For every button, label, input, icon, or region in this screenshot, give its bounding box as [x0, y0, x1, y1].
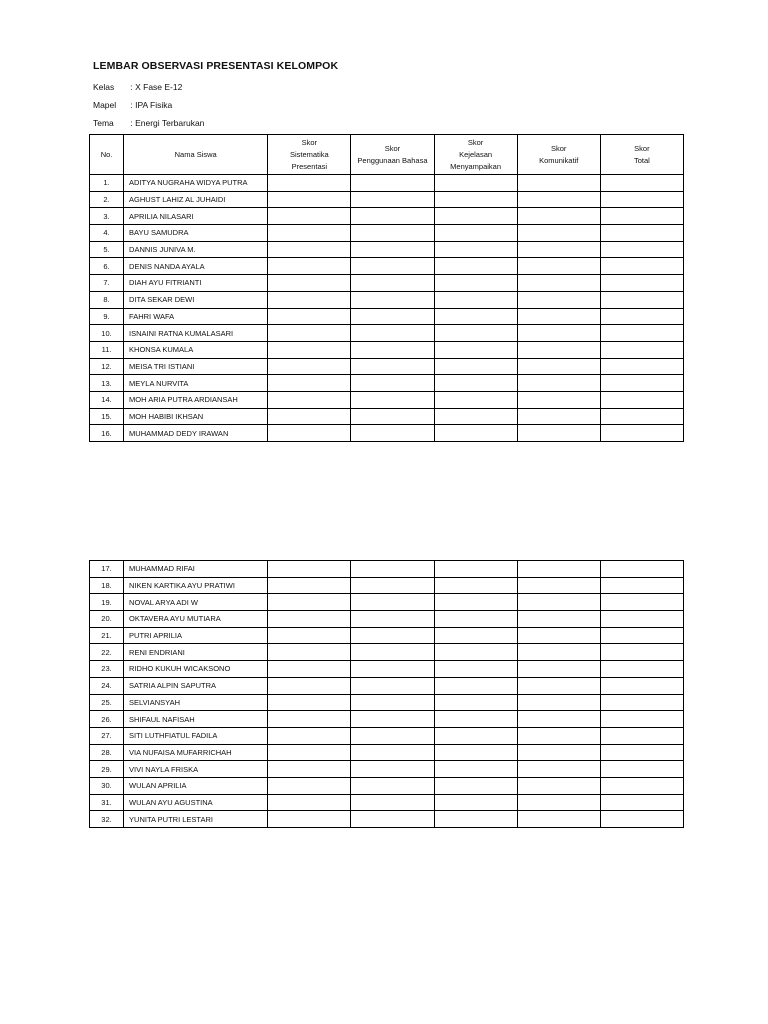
meta-label: Kelas [93, 82, 115, 92]
student-name: MOH HABIBI IKHSAN [124, 408, 268, 425]
student-number: 25. [90, 694, 124, 711]
score-cell[interactable] [600, 258, 683, 275]
score-cell[interactable] [351, 191, 434, 208]
meta-row-mapel [93, 100, 172, 110]
score-cell[interactable] [268, 191, 351, 208]
score-cell[interactable] [351, 325, 434, 342]
score-cell[interactable] [351, 677, 434, 694]
student-number: 19. [90, 594, 124, 611]
score-cell[interactable] [268, 744, 351, 761]
score-cell[interactable] [351, 794, 434, 811]
score-cell[interactable] [268, 308, 351, 325]
score-cell[interactable] [351, 258, 434, 275]
student-name: MOH ARIA PUTRA ARDIANSAH [124, 391, 268, 408]
student-number: 2. [90, 191, 124, 208]
student-number: 17. [90, 561, 124, 578]
score-cell[interactable] [434, 325, 517, 342]
student-number: 27. [90, 727, 124, 744]
score-cell[interactable] [600, 291, 683, 308]
score-cell[interactable] [434, 727, 517, 744]
student-number: 11. [90, 341, 124, 358]
student-number: 9. [90, 308, 124, 325]
score-cell[interactable] [600, 358, 683, 375]
score-cell[interactable] [351, 761, 434, 778]
score-cell[interactable] [434, 694, 517, 711]
score-cell[interactable] [268, 275, 351, 292]
table-row [90, 694, 684, 711]
student-number: 29. [90, 761, 124, 778]
meta-row-tema [93, 118, 204, 128]
table-row [90, 275, 684, 292]
score-cell[interactable] [517, 208, 600, 225]
header-no: No. [90, 135, 124, 175]
student-number: 24. [90, 677, 124, 694]
score-cell[interactable] [351, 811, 434, 828]
student-number: 5. [90, 241, 124, 258]
score-cell[interactable] [268, 175, 351, 192]
score-cell[interactable] [600, 627, 683, 644]
student-number: 6. [90, 258, 124, 275]
student-name: PUTRI APRILIA [124, 627, 268, 644]
observation-table-part-2 [89, 560, 684, 828]
score-cell[interactable] [600, 241, 683, 258]
score-cell[interactable] [600, 727, 683, 744]
score-cell[interactable] [268, 425, 351, 442]
table-row [90, 391, 684, 408]
student-number: 30. [90, 777, 124, 794]
score-cell[interactable] [434, 241, 517, 258]
table-row [90, 594, 684, 611]
score-cell[interactable] [434, 191, 517, 208]
table-row [90, 308, 684, 325]
student-name: FAHRI WAFA [124, 308, 268, 325]
student-number: 23. [90, 661, 124, 678]
student-name: APRILIA NILASARI [124, 208, 268, 225]
score-cell[interactable] [517, 777, 600, 794]
score-cell[interactable] [351, 627, 434, 644]
student-name: RENI ENDRIANI [124, 644, 268, 661]
student-name: MUHAMMAD RIFAI [124, 561, 268, 578]
score-cell[interactable] [351, 208, 434, 225]
score-cell[interactable] [268, 627, 351, 644]
student-name: SELVIANSYAH [124, 694, 268, 711]
score-cell[interactable] [268, 694, 351, 711]
score-cell[interactable] [351, 275, 434, 292]
score-cell[interactable] [268, 375, 351, 392]
student-name: DANNIS JUNIVA M. [124, 241, 268, 258]
table-row [90, 408, 684, 425]
score-cell[interactable] [517, 191, 600, 208]
table-header-row [90, 135, 684, 175]
score-cell[interactable] [600, 761, 683, 778]
score-cell[interactable] [351, 661, 434, 678]
score-cell[interactable] [351, 341, 434, 358]
table-row [90, 358, 684, 375]
score-cell[interactable] [351, 358, 434, 375]
score-cell[interactable] [434, 291, 517, 308]
score-cell[interactable] [268, 241, 351, 258]
score-cell[interactable] [434, 744, 517, 761]
student-number: 31. [90, 794, 124, 811]
score-cell[interactable] [434, 661, 517, 678]
student-number: 16. [90, 425, 124, 442]
table-row [90, 811, 684, 828]
score-cell[interactable] [517, 258, 600, 275]
student-number: 1. [90, 175, 124, 192]
header-score-bahasa: Skor Penggunaan Bahasa [351, 135, 434, 175]
score-cell[interactable] [351, 711, 434, 728]
student-name: RIDHO KUKUH WICAKSONO [124, 661, 268, 678]
score-cell[interactable] [600, 794, 683, 811]
score-cell[interactable] [434, 711, 517, 728]
score-cell[interactable] [268, 325, 351, 342]
score-cell[interactable] [600, 308, 683, 325]
table-row [90, 611, 684, 628]
table-row [90, 711, 684, 728]
meta-value: : X Fase E-12 [130, 82, 183, 92]
observation-table-part-1 [89, 134, 684, 442]
score-cell[interactable] [600, 208, 683, 225]
score-cell[interactable] [600, 191, 683, 208]
score-cell[interactable] [434, 258, 517, 275]
score-cell[interactable] [600, 711, 683, 728]
score-cell[interactable] [600, 375, 683, 392]
score-cell[interactable] [600, 811, 683, 828]
score-cell[interactable] [517, 425, 600, 442]
score-cell[interactable] [517, 727, 600, 744]
score-cell[interactable] [517, 408, 600, 425]
score-cell[interactable] [434, 175, 517, 192]
score-cell[interactable] [434, 308, 517, 325]
score-cell[interactable] [351, 408, 434, 425]
score-cell[interactable] [434, 425, 517, 442]
score-cell[interactable] [268, 208, 351, 225]
score-cell[interactable] [268, 258, 351, 275]
score-cell[interactable] [268, 761, 351, 778]
student-number: 4. [90, 225, 124, 242]
header-name: Nama Siswa [124, 135, 268, 175]
score-cell[interactable] [351, 594, 434, 611]
score-cell[interactable] [600, 341, 683, 358]
student-name: DITA SEKAR DEWI [124, 291, 268, 308]
score-cell[interactable] [268, 777, 351, 794]
student-name: SHIFAUL NAFISAH [124, 711, 268, 728]
student-number: 15. [90, 408, 124, 425]
score-cell[interactable] [268, 291, 351, 308]
score-cell[interactable] [268, 561, 351, 578]
score-cell[interactable] [268, 644, 351, 661]
score-cell[interactable] [517, 241, 600, 258]
score-cell[interactable] [268, 358, 351, 375]
student-name: NOVAL ARYA ADI W [124, 594, 268, 611]
student-name: VIA NUFAISA MUFARRICHAH [124, 744, 268, 761]
table-row [90, 577, 684, 594]
student-number: 28. [90, 744, 124, 761]
table-row [90, 727, 684, 744]
student-name: BAYU SAMUDRA [124, 225, 268, 242]
score-cell[interactable] [268, 594, 351, 611]
score-cell[interactable] [351, 777, 434, 794]
table-row [90, 777, 684, 794]
student-number: 14. [90, 391, 124, 408]
score-cell[interactable] [517, 561, 600, 578]
score-cell[interactable] [434, 644, 517, 661]
table-row [90, 375, 684, 392]
score-cell[interactable] [517, 577, 600, 594]
table-row [90, 644, 684, 661]
student-number: 13. [90, 375, 124, 392]
score-cell[interactable] [600, 677, 683, 694]
table-row [90, 291, 684, 308]
score-cell[interactable] [434, 627, 517, 644]
header-score-total: Skor Total [600, 135, 683, 175]
score-cell[interactable] [268, 225, 351, 242]
score-cell[interactable] [268, 794, 351, 811]
student-number: 22. [90, 644, 124, 661]
student-number: 10. [90, 325, 124, 342]
meta-value: : Energi Terbarukan [130, 118, 205, 128]
table-row [90, 341, 684, 358]
score-cell[interactable] [351, 225, 434, 242]
score-cell[interactable] [434, 391, 517, 408]
score-cell[interactable] [434, 777, 517, 794]
meta-label: Tema [93, 118, 114, 128]
student-number: 12. [90, 358, 124, 375]
score-cell[interactable] [351, 561, 434, 578]
score-cell[interactable] [351, 727, 434, 744]
score-cell[interactable] [351, 308, 434, 325]
score-cell[interactable] [517, 291, 600, 308]
score-cell[interactable] [600, 644, 683, 661]
score-cell[interactable] [517, 644, 600, 661]
score-cell[interactable] [351, 744, 434, 761]
student-name: DENIS NANDA AYALA [124, 258, 268, 275]
score-cell[interactable] [517, 661, 600, 678]
score-cell[interactable] [600, 325, 683, 342]
score-cell[interactable] [517, 594, 600, 611]
student-number: 32. [90, 811, 124, 828]
score-cell[interactable] [600, 408, 683, 425]
student-number: 18. [90, 577, 124, 594]
table-row [90, 191, 684, 208]
student-name: SITI LUTHFIATUL FADILA [124, 727, 268, 744]
student-name: WULAN AYU AGUSTINA [124, 794, 268, 811]
meta-value: : IPA Fisika [130, 100, 173, 110]
score-cell[interactable] [600, 744, 683, 761]
score-cell[interactable] [517, 627, 600, 644]
score-cell[interactable] [351, 391, 434, 408]
table-row [90, 661, 684, 678]
table-row [90, 425, 684, 442]
table-row [90, 208, 684, 225]
score-cell[interactable] [517, 694, 600, 711]
student-name: MEYLA NURVITA [124, 375, 268, 392]
table-row [90, 175, 684, 192]
meta-row-kelas [93, 82, 182, 92]
student-name: WULAN APRILIA [124, 777, 268, 794]
score-cell[interactable] [434, 811, 517, 828]
student-number: 3. [90, 208, 124, 225]
score-cell[interactable] [268, 661, 351, 678]
score-cell[interactable] [268, 577, 351, 594]
student-name: YUNITA PUTRI LESTARI [124, 811, 268, 828]
student-name: ISNAINI RATNA KUMALASARI [124, 325, 268, 342]
score-cell[interactable] [600, 594, 683, 611]
score-cell[interactable] [600, 611, 683, 628]
student-name: AGHUST LAHIZ AL JUHAIDI [124, 191, 268, 208]
table-row [90, 561, 684, 578]
score-cell[interactable] [434, 408, 517, 425]
student-name: DIAH AYU FITRIANTI [124, 275, 268, 292]
score-cell[interactable] [600, 661, 683, 678]
score-cell[interactable] [434, 561, 517, 578]
score-cell[interactable] [268, 408, 351, 425]
student-number: 8. [90, 291, 124, 308]
table-row [90, 258, 684, 275]
score-cell[interactable] [600, 777, 683, 794]
score-cell[interactable] [434, 225, 517, 242]
score-cell[interactable] [517, 175, 600, 192]
score-cell[interactable] [434, 577, 517, 594]
student-name: MEISA TRI ISTIANI [124, 358, 268, 375]
student-name: MUHAMMAD DEDY IRAWAN [124, 425, 268, 442]
score-cell[interactable] [351, 425, 434, 442]
student-name: ADITYA NUGRAHA WIDYA PUTRA [124, 175, 268, 192]
score-cell[interactable] [268, 677, 351, 694]
score-cell[interactable] [351, 644, 434, 661]
score-cell[interactable] [600, 425, 683, 442]
student-number: 21. [90, 627, 124, 644]
score-cell[interactable] [268, 391, 351, 408]
score-cell[interactable] [517, 794, 600, 811]
table-row [90, 325, 684, 342]
student-name: KHONSA KUMALA [124, 341, 268, 358]
score-cell[interactable] [517, 275, 600, 292]
student-name: OKTAVERA AYU MUTIARA [124, 611, 268, 628]
score-cell[interactable] [268, 341, 351, 358]
score-cell[interactable] [434, 358, 517, 375]
score-cell[interactable] [434, 794, 517, 811]
score-cell[interactable] [517, 358, 600, 375]
score-cell[interactable] [351, 611, 434, 628]
meta-label: Mapel [93, 100, 117, 110]
score-cell[interactable] [600, 275, 683, 292]
score-cell[interactable] [517, 677, 600, 694]
score-cell[interactable] [600, 694, 683, 711]
header-score-kejelasan: Skor Kejelasan Menyampaikan [434, 135, 517, 175]
table-row [90, 627, 684, 644]
score-cell[interactable] [600, 391, 683, 408]
score-cell[interactable] [351, 375, 434, 392]
header-score-komunikatif: Skor Komunikatif [517, 135, 600, 175]
score-cell[interactable] [268, 727, 351, 744]
score-cell[interactable] [517, 611, 600, 628]
score-cell[interactable] [434, 275, 517, 292]
score-cell[interactable] [517, 308, 600, 325]
score-cell[interactable] [517, 391, 600, 408]
score-cell[interactable] [268, 611, 351, 628]
document-title: LEMBAR OBSERVASI PRESENTASI KELOMPOK [93, 60, 339, 72]
score-cell[interactable] [351, 694, 434, 711]
score-cell[interactable] [351, 175, 434, 192]
table-row [90, 761, 684, 778]
score-cell[interactable] [600, 577, 683, 594]
student-number: 7. [90, 275, 124, 292]
score-cell[interactable] [517, 761, 600, 778]
score-cell[interactable] [434, 594, 517, 611]
score-cell[interactable] [434, 761, 517, 778]
score-cell[interactable] [434, 208, 517, 225]
score-cell[interactable] [600, 561, 683, 578]
score-cell[interactable] [351, 577, 434, 594]
table-row [90, 794, 684, 811]
table-row [90, 744, 684, 761]
score-cell[interactable] [434, 677, 517, 694]
score-cell[interactable] [517, 225, 600, 242]
score-cell[interactable] [434, 341, 517, 358]
score-cell[interactable] [517, 325, 600, 342]
score-cell[interactable] [517, 341, 600, 358]
table-row [90, 225, 684, 242]
score-cell[interactable] [434, 375, 517, 392]
score-cell[interactable] [351, 241, 434, 258]
score-cell[interactable] [600, 175, 683, 192]
student-name: VIVI NAYLA FRISKA [124, 761, 268, 778]
score-cell[interactable] [517, 811, 600, 828]
student-number: 26. [90, 711, 124, 728]
score-cell[interactable] [268, 811, 351, 828]
student-name: NIKEN KARTIKA AYU PRATIWI [124, 577, 268, 594]
table-row [90, 241, 684, 258]
student-number: 20. [90, 611, 124, 628]
score-cell[interactable] [517, 375, 600, 392]
score-cell[interactable] [517, 711, 600, 728]
score-cell[interactable] [351, 291, 434, 308]
table-row [90, 677, 684, 694]
score-cell[interactable] [600, 225, 683, 242]
student-name: SATRIA ALPIN SAPUTRA [124, 677, 268, 694]
header-score-sistematika: Skor Sistematika Presentasi [268, 135, 351, 175]
score-cell[interactable] [517, 744, 600, 761]
score-cell[interactable] [268, 711, 351, 728]
score-cell[interactable] [434, 611, 517, 628]
